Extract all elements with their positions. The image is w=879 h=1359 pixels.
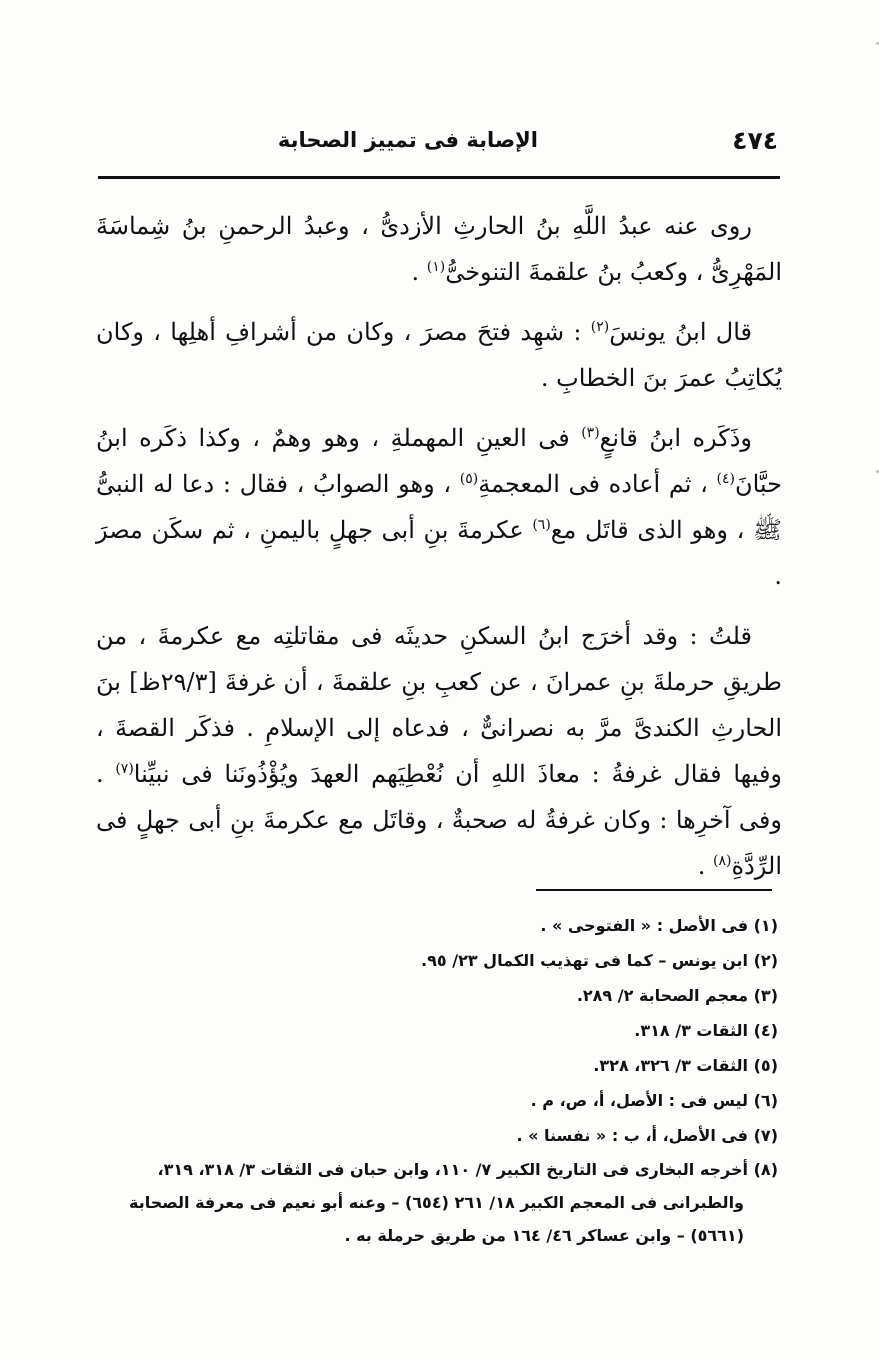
footnote-item: (٣) معجم الصحابة ٢/ ٢٨٩.: [576, 986, 778, 1005]
body-paragraph: [96, 203, 782, 295]
footnote-reference: (٧): [115, 761, 134, 777]
body-paragraph: [96, 309, 782, 401]
footnotes: [96, 908, 778, 1252]
footnote-item: (٧) فى الأصل، أ، ب : « نفسنا » .: [516, 1126, 778, 1145]
running-title: الإصابة فى تمييز الصحابة: [277, 128, 538, 152]
text-run: .: [411, 258, 427, 286]
footnote-reference: (١): [426, 259, 446, 275]
page-header: [98, 126, 778, 174]
text-run: وذَكَره ابنُ قانعٍ: [599, 424, 752, 452]
text-run: ، ثم أعاده فى المعجمةِ: [478, 470, 717, 498]
text-run: عكرمةَ بنِ أبى جهلٍ باليمنِ ، ثم سكَن مصرَ .: [96, 516, 782, 590]
page-number: ٤٧٤: [732, 126, 778, 155]
footnote-separator: [536, 889, 772, 891]
footnote-reference: (٣): [581, 425, 600, 441]
footnote-item: (٢) ابن يونس – كما فى تهذيب الكمال ٢٣/ ٩٥.: [421, 951, 778, 970]
footnote-item: (٦) ليس فى : الأصل، أ، ص، م .: [530, 1091, 778, 1110]
text-run: .: [697, 852, 714, 880]
body-paragraph: [96, 415, 782, 599]
text-run: : شهِد فتحَ مصرَ ، وكان من أشرافِ أهلِها ، وكان يُكاتِبُ عمرَ بنَ الخطابِ .: [96, 318, 782, 392]
text-run: . وفى آخرِها : وكان غرفةُ له صحبةٌ ، وقاتَل مع عكرمةَ بنِ أبى جهلٍ فى الرِّدَّةِ: [96, 760, 782, 880]
text-run: روى عنه عبدُ اللَّهِ بنُ الحارثِ الأزدىُّ ، وعبدُ الرحمنِ بنُ شِماسَةَ المَهْرِىُّ ، وكعبُ بنُ علقمةَ التنوخىُّ: [96, 212, 782, 286]
footnote-item: (٨) أخرجه البخارى فى التاريخ الكبير ٧/ ١١٠، وابن حبان فى الثقات ٣/ ٣١٨، ٣١٩، والطبرانى فى المعجم الكبير ١٨/ ٢٦١ (٦٥٤) – وعنه أبو نعيم فى معرفة الصحابة (٥٦٦١) – وابن عساكر ٤٦/ ١٦٤ من طريق حرملة به .: [128, 1160, 778, 1245]
text-run: قلتُ : وقد أخرَج ابنُ السكنِ حديثَه فى مقاتلتِه مع عكرمةَ ، من طريقِ حرملةَ بنِ عمرانَ ، عن كعبِ بنِ علقمةَ ، أن غرفةَ [٢٩/٣ظ] بنَ الحارثِ الكندىَّ مرَّ به نصرانىٌّ ، فدعاه إلى الإسلامِ . فذكَر القصةَ ، وفيها فقال غرفةُ : معاذَ اللهِ أن نُعْطِيَهم العهدَ ويُؤْذُونَنا فى نبيِّنا: [96, 622, 782, 788]
footnote-reference: (٤): [716, 471, 735, 487]
footnote-reference: (٦): [532, 517, 551, 533]
footnote-item: (١) فى الأصل : « الفتوحى » .: [540, 916, 778, 935]
footnote-reference: (٨): [713, 853, 732, 869]
footnote-reference: (٥): [459, 471, 479, 487]
text-run: قال ابنُ يونسَ: [609, 318, 753, 346]
text-run: فى العينِ المهملةِ ، وهو وهمٌ ، وكذا ذكَره ابنُ حبَّانَ: [96, 424, 782, 498]
footnote-item: (٤) الثقات ٣/ ٣١٨.: [634, 1021, 778, 1040]
footnote-reference: (٢): [590, 319, 610, 335]
main-text: [96, 203, 782, 903]
body-paragraph: [96, 613, 782, 889]
header-rule: [98, 176, 780, 179]
footnote-item: (٥) الثقات ٣/ ٣٢٦، ٣٢٨.: [593, 1056, 778, 1075]
text-run: ، وهو الصوابُ ، فقال : دعا له النبىُّ ﷺ ، وهو الذى قاتَل مع: [96, 470, 782, 544]
